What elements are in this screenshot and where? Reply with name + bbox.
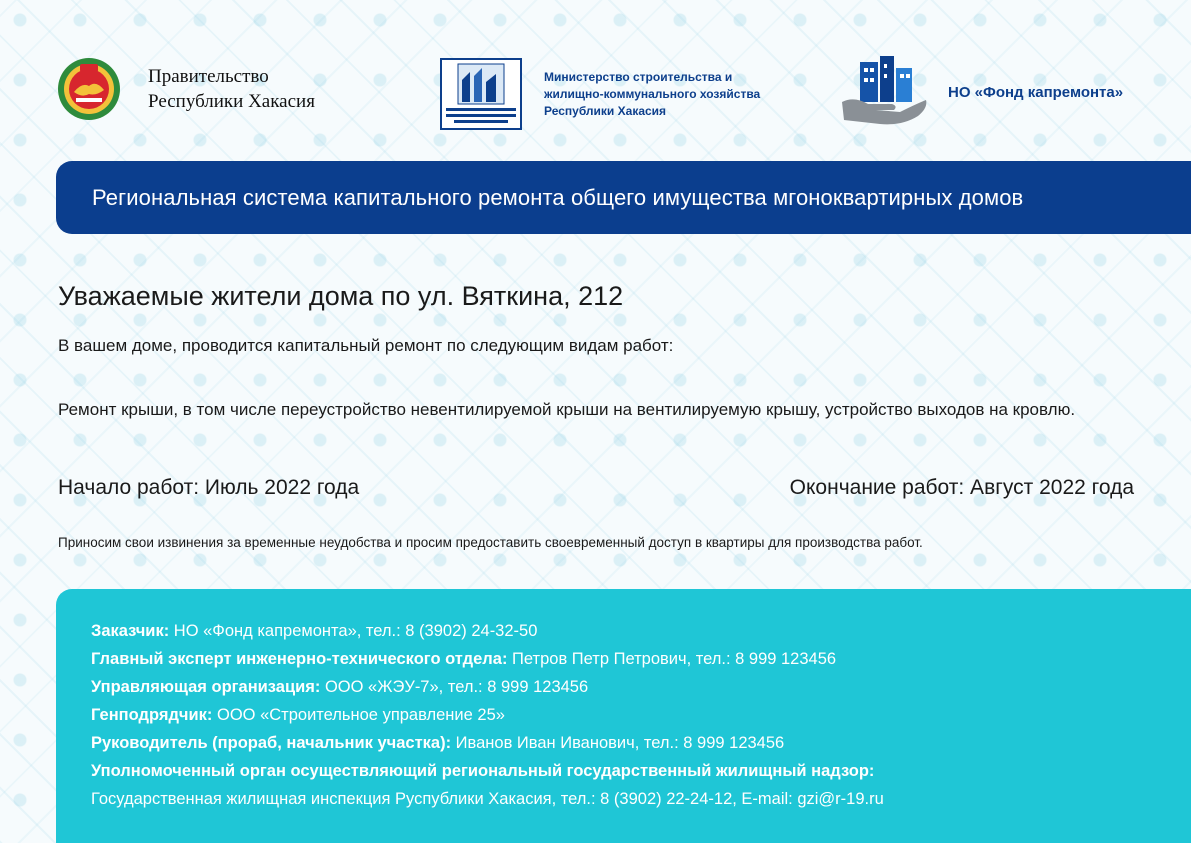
contact-row-site-manager: [91, 729, 1181, 757]
contact-value: Петров Петр Петрович, тел.: 8 999 123456: [507, 650, 837, 668]
banner-title: Региональная система капитального ремонта общего имущества мгоноквартирных домов: [92, 184, 1024, 210]
ministry-name-line3: Республики Хакасия: [544, 103, 667, 118]
contact-row-customer: [91, 617, 1181, 645]
contact-row-chief-expert: [91, 645, 1181, 673]
fund-logo-block: [840, 56, 1123, 128]
contact-key: Заказчик:: [91, 622, 170, 640]
contact-value: ООО «ЖЭУ-7», тел.: 8 999 123456: [320, 678, 589, 696]
fund-name: НО «Фонд капремонта»: [948, 83, 1124, 101]
contacts-panel: [56, 589, 1191, 843]
title-banner: [56, 161, 1191, 234]
contact-row-general-contractor: [91, 701, 1181, 729]
contact-value: Иванов Иван Иванович, тел.: 8 999 123456: [451, 734, 785, 752]
apology-text: Приносим свои извинения за временные неудобства и просим предоставить своевременный доступ в квартиры для производства работ.: [58, 535, 923, 550]
ministry-name-line1: Министерство строительства и: [544, 69, 733, 84]
ministry-logo-block: [440, 58, 760, 130]
contact-key: Уполномоченный орган осуществляющий региональный государственный жилищный надзор:: [91, 762, 875, 780]
government-name-line1: Правительство: [148, 66, 269, 87]
government-name-line2: Республики Хакасия: [148, 91, 315, 112]
works-description: Ремонт крыши, в том числе переустройство невентилируемой крыши на вентилируемую крышу, устройство выходов на кровлю.: [58, 400, 1076, 419]
ministry-name-line2: жилищно-коммунального хозяйства: [544, 86, 761, 101]
contact-value: ООО «Строительное управление 25»: [212, 706, 505, 724]
government-logo-block: [56, 56, 315, 122]
contact-row-housing-inspection: [91, 785, 1181, 813]
contact-key: Генподрядчик:: [91, 706, 213, 724]
ministry-emblem-icon: [440, 58, 522, 130]
contact-key: Управляющая организация:: [91, 678, 321, 696]
contact-row-supervisory-authority: [91, 757, 1181, 785]
contact-value: Государственная жилищная инспекция Руспублики Хакасия, тел.: 8 (3902) 22-24-12, E-mail: gzi@r-19.ru: [91, 790, 884, 808]
contact-row-management-company: [91, 673, 1181, 701]
header-logos: [0, 0, 1191, 150]
coat-of-arms-icon: [56, 56, 122, 122]
intro-text: В вашем доме, проводится капитальный ремонт по следующим видам работ:: [58, 336, 674, 355]
buildings-hand-icon: [840, 56, 930, 128]
contact-key: Главный эксперт инженерно-технического отдела:: [91, 650, 508, 668]
work-end-date: Окончание работ: Август 2022 года: [789, 476, 1134, 499]
contact-value: НО «Фонд капремонта», тел.: 8 (3902) 24-32-50: [169, 622, 538, 640]
contact-list: [91, 617, 1181, 813]
contact-key: Руководитель (прораб, начальник участка):: [91, 734, 452, 752]
work-start-date: Начало работ: Июль 2022 года: [58, 476, 360, 499]
greeting-heading: Уважаемые жители дома по ул. Вяткина, 212: [58, 281, 624, 311]
